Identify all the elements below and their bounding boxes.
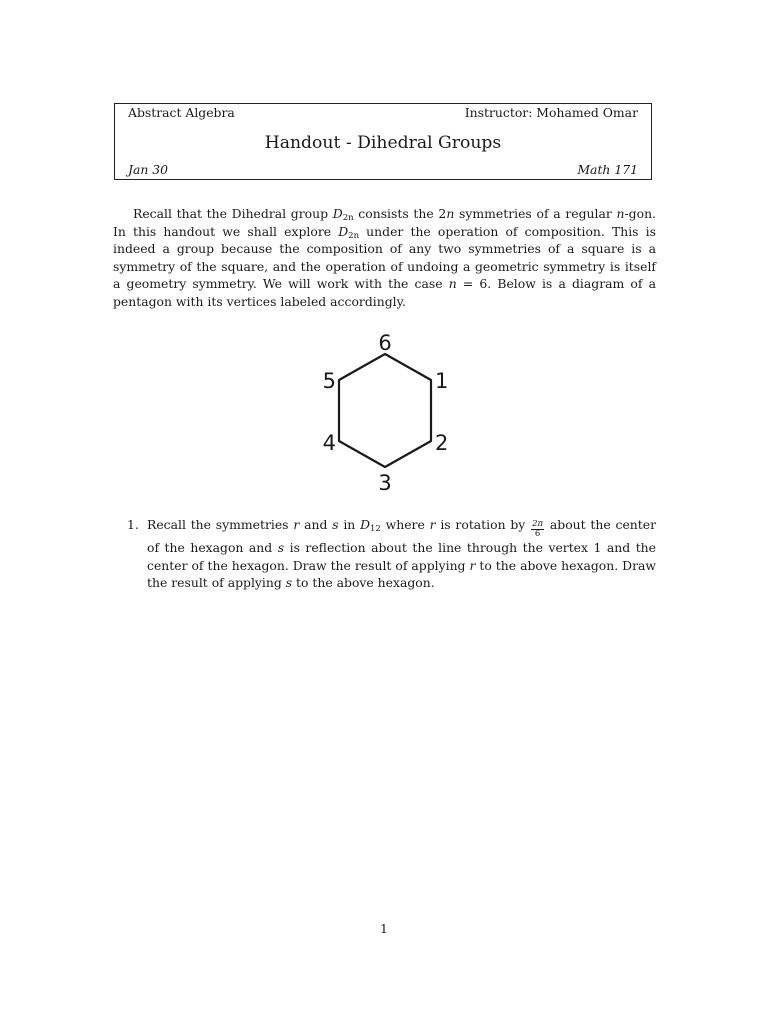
problem-text-part: about the center of the hexagon and bbox=[147, 517, 656, 555]
problem-text-part: is rotation by bbox=[435, 517, 531, 532]
math-symbol: D bbox=[332, 206, 343, 221]
math-symbol: D bbox=[338, 223, 349, 239]
header-bottom-row bbox=[128, 162, 638, 177]
math-subscript: 2n bbox=[342, 213, 354, 223]
vertex-label-2: 2 bbox=[435, 431, 449, 455]
fraction-denominator: 6 bbox=[534, 529, 541, 539]
course-code: Math 171 bbox=[577, 162, 638, 177]
intro-paragraph bbox=[113, 205, 656, 311]
hexagon-diagram bbox=[300, 325, 470, 495]
page-number: 1 bbox=[380, 921, 388, 936]
math-symbol: r bbox=[469, 557, 476, 573]
problem-text bbox=[147, 516, 656, 592]
math-symbol: n bbox=[616, 206, 625, 221]
math-symbol: s bbox=[277, 540, 285, 555]
problem-item bbox=[127, 516, 656, 592]
vertex-label-3: 3 bbox=[378, 471, 392, 495]
hexagon-shape bbox=[339, 354, 431, 467]
math-symbol: n bbox=[448, 276, 457, 292]
math-symbol: s bbox=[285, 575, 293, 591]
intro-text: = 6. Below is a diagram of a pentagon with its vertices labeled accordingly. bbox=[113, 276, 656, 309]
intro-text: -gon. In this handout we shall explore bbox=[113, 206, 656, 239]
intro-text: consists the 2 bbox=[353, 206, 447, 221]
instructor-name: Instructor: Mohamed Omar bbox=[464, 105, 638, 120]
handout-date: Jan 30 bbox=[128, 162, 169, 177]
header-top-row bbox=[128, 105, 638, 120]
problem-text-part: is reflection about the line through the vertex 1 and the center of the hexagon. Draw the result of applying bbox=[147, 540, 656, 573]
vertex-label-1: 1 bbox=[435, 369, 449, 393]
math-symbol: r bbox=[293, 517, 300, 532]
vertex-label-6: 6 bbox=[378, 331, 392, 355]
problem-text-part: in bbox=[338, 517, 361, 532]
problem-text-part: and bbox=[299, 517, 333, 532]
problem-text-part: where bbox=[380, 517, 430, 532]
hexagon-figure bbox=[300, 325, 470, 495]
intro-text: symmetries of a regular bbox=[454, 206, 617, 221]
math-symbol: n bbox=[446, 206, 455, 221]
math-symbol: s bbox=[332, 517, 339, 532]
fraction-numerator: 2π bbox=[532, 519, 544, 529]
intro-text: Recall that the Dihedral group bbox=[133, 206, 333, 221]
problem-text-part: to the above hexagon. Draw the result of applying bbox=[147, 557, 656, 591]
problem-text-part: Recall the symmetries bbox=[147, 517, 294, 532]
problem-number: 1. bbox=[127, 517, 139, 532]
math-symbol: r bbox=[429, 517, 436, 532]
math-symbol: D bbox=[360, 517, 370, 532]
course-name: Abstract Algebra bbox=[128, 105, 235, 120]
math-subscript: 12 bbox=[370, 524, 381, 534]
vertex-label-5: 5 bbox=[322, 369, 336, 393]
problem-text-part: to the above hexagon. bbox=[292, 575, 435, 591]
handout-title: Handout - Dihedral Groups bbox=[264, 133, 502, 153]
vertex-label-4: 4 bbox=[322, 431, 336, 455]
math-subscript: 2n bbox=[348, 230, 360, 241]
intro-text: under the operation of composition. This is indeed a group because the composition of any two symmetries of a square is a symmetry of the square, and the operation of undoing a geometric symmetry is itself a geometry symmetry. We will work with the case bbox=[113, 223, 656, 292]
header-box bbox=[114, 103, 652, 180]
rotation-fraction bbox=[531, 520, 544, 539]
